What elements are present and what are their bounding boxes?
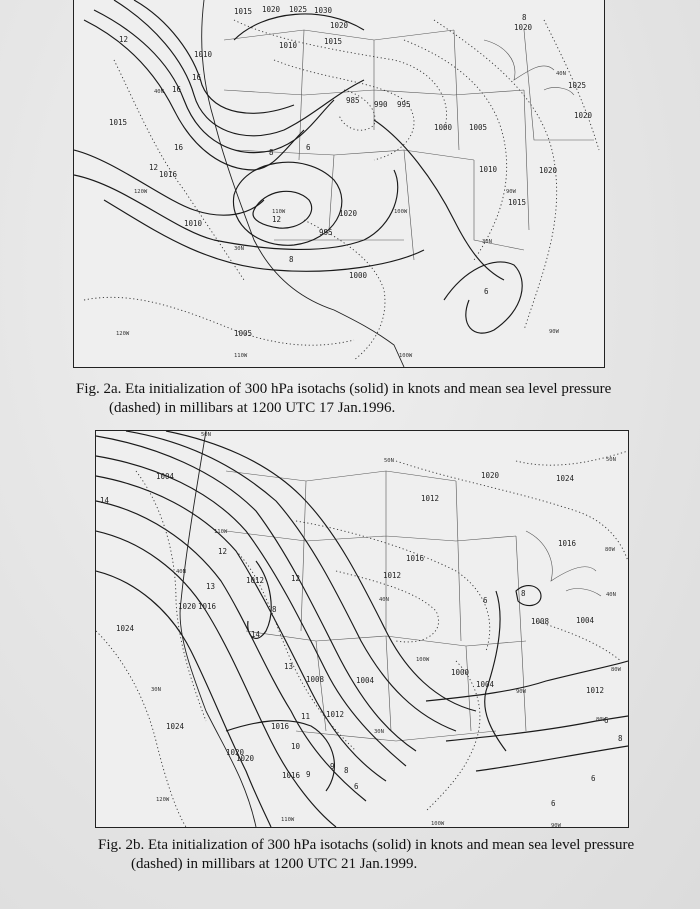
state-boundaries (224, 30, 594, 260)
isotach-line (94, 10, 334, 153)
isotach-line (96, 456, 406, 766)
isotach-label: 8 (618, 734, 623, 743)
lat-lon-label: 100W (399, 353, 413, 359)
figure-2a-caption-line1: Fig. 2a. Eta initialization of 300 hPa isotachs (solid) in knots and mean sea level pressure (76, 381, 612, 397)
pressure-label: 1015 (508, 198, 527, 207)
lat-lon-label: 30N (374, 729, 384, 735)
isotach-line (96, 476, 386, 781)
pressure-label: 1015 (109, 118, 128, 127)
lat-lon-label: 80W (596, 717, 606, 723)
lat-lon-label: 40N (379, 597, 389, 603)
pressure-label: 1010 (279, 41, 298, 50)
pressure-label: 1024 (166, 722, 185, 731)
pressure-label: 1020 (236, 754, 255, 763)
lat-lon-label: 40N (176, 569, 186, 575)
pressure-label: 1004 (156, 472, 175, 481)
isotach-label: 6 (306, 143, 311, 152)
isotach-label: 16 (174, 143, 184, 152)
pressure-label: 1020 (514, 23, 533, 32)
isotach-line (485, 591, 506, 751)
pressure-label: 995 (319, 228, 333, 237)
pressure-label: 985 (346, 96, 360, 105)
pressure-label: 1015 (324, 37, 343, 46)
isotach-line (134, 0, 294, 113)
pressure-label: 1005 (469, 123, 488, 132)
pressure-label: 990 (374, 100, 388, 109)
pressure-label: 1015 (234, 7, 253, 16)
isobar-line (84, 297, 354, 345)
isotach-label: 8 (521, 589, 526, 598)
isotach-label: 9 (306, 770, 311, 779)
pressure-label: 1020 (262, 5, 281, 14)
pressure-label: 1010 (184, 219, 203, 228)
isotach-line (374, 120, 504, 280)
lat-lon-label: 40N (556, 71, 566, 77)
pressure-label: 1010 (479, 165, 498, 174)
pressure-label: 1016 (558, 539, 577, 548)
isotach-label: 6 (551, 799, 556, 808)
isotach-line (74, 150, 264, 215)
isobar-line (304, 220, 385, 360)
pressure-label: 1016 (282, 771, 301, 780)
pressure-label: 1012 (421, 494, 440, 503)
figure-2b-caption-line1: Fig. 2b. Eta initialization of 300 hPa isotachs (solid) in knots and mean sea level pressure (98, 837, 635, 853)
lat-lon-label: 80W (611, 667, 621, 673)
lat-lon-label: 90W (516, 689, 526, 695)
pressure-label: 1025 (289, 5, 308, 14)
pressure-label: 1025 (568, 81, 587, 90)
lat-lon-label: 100W (394, 209, 408, 215)
lat-lon-label: 120W (134, 189, 148, 195)
pressure-label: 1000 (451, 668, 470, 677)
pressure-label: 1024 (116, 624, 135, 633)
lat-lon-label: 30N (234, 246, 244, 252)
isotach-label: 13 (284, 662, 294, 671)
pressure-label: 1024 (556, 474, 575, 483)
figure-2a-caption-line2: (dashed) in millibars at 1200 UTC 17 Jan.1996. (109, 400, 396, 416)
figure-2b-map (95, 430, 629, 828)
isotach-label: 6 (484, 287, 489, 296)
figure-2b-caption (98, 836, 634, 874)
isobar-line (336, 571, 439, 642)
lat-lon-label: 110W (214, 529, 228, 535)
isotach-label: 16 (172, 85, 182, 94)
pressure-label: 1020 (178, 602, 197, 611)
pressure-label: 1016 (159, 170, 178, 179)
isotach-circle (516, 586, 541, 606)
isotach-label: 6 (604, 716, 609, 725)
pressure-label: 1012 (326, 710, 345, 719)
lat-lon-label: 50N (384, 458, 394, 464)
pressure-labels (109, 5, 593, 338)
lat-lon-label: 40N (606, 592, 616, 598)
pressure-label: 1008 (306, 675, 325, 684)
lat-lon-label: 120W (156, 797, 170, 803)
isotach-label: 12 (291, 574, 301, 583)
pressure-label: 1008 (531, 617, 550, 626)
pressure-label: 1020 (574, 111, 593, 120)
isobar-line (426, 661, 480, 811)
isotach-label: 14 (251, 630, 261, 639)
isotach-label: 8 (289, 255, 294, 264)
pressure-label: 1020 (339, 209, 358, 218)
isotach-label: 6 (591, 774, 596, 783)
figure-2b-caption-line2: (dashed) in millibars at 1200 UTC 21 Jan.1999. (131, 856, 418, 872)
pressure-label: 1010 (194, 50, 213, 59)
pressure-label: 1000 (434, 123, 453, 132)
pressure-label: 1016 (271, 722, 290, 731)
figure-2b-map-svg (96, 431, 628, 827)
pressure-label: 1020 (539, 166, 558, 175)
isotach-label: 8 (272, 605, 277, 614)
lat-lon-labels (151, 432, 622, 827)
pressure-label: 1004 (576, 616, 595, 625)
isotach-label: 8 (269, 148, 274, 157)
lat-lon-label: 90W (549, 329, 559, 335)
pressure-labels (116, 471, 604, 780)
lat-lon-label: 100W (431, 821, 445, 827)
pressure-label: 1030 (314, 6, 333, 15)
isotach-label: 12 (119, 35, 129, 44)
isotach-label: 6 (354, 782, 359, 791)
isotach-line (476, 746, 628, 771)
isobar-line (396, 461, 628, 561)
isotach-label: 8 (344, 766, 349, 775)
lat-lon-label: 50N (201, 432, 211, 438)
isotach-label: 13 (206, 582, 216, 591)
isotach-line (114, 0, 364, 136)
pressure-label: 1004 (356, 676, 375, 685)
figure-2a-map (73, 0, 605, 368)
pressure-label: 1020 (330, 21, 349, 30)
isobar-line (274, 60, 414, 160)
lat-lon-label: 50N (606, 457, 616, 463)
isobar-line (536, 621, 621, 661)
isotach-label: 6 (483, 596, 488, 605)
isotach-label: 11 (301, 712, 311, 721)
lat-lon-label: 120W (116, 331, 130, 337)
isotach-label: 12 (149, 163, 159, 172)
pressure-label: 1012 (586, 686, 605, 695)
pressure-label: 1000 (349, 271, 368, 280)
lat-lon-label: 80W (605, 547, 615, 553)
lat-lon-label: 90W (506, 189, 516, 195)
pressure-label: 1005 (234, 329, 253, 338)
lat-lon-label: 110W (281, 817, 295, 823)
isotach-label: 16 (192, 73, 202, 82)
isotach-label: 9 (330, 762, 335, 771)
pressure-label: 1012 (246, 576, 265, 585)
isotach-label: 10 (291, 742, 301, 751)
isotach-line (248, 561, 271, 638)
isotach-label: 12 (272, 215, 282, 224)
figure-2a-caption (76, 380, 611, 418)
pressure-label: 1012 (383, 571, 402, 580)
isotach-label: 12 (218, 547, 228, 556)
isobar-line (404, 40, 507, 260)
isotach-label: 8 (522, 13, 527, 22)
pressure-label: 1020 (226, 748, 245, 757)
pressure-label: 1016 (198, 602, 217, 611)
pressure-label: 1016 (406, 554, 425, 563)
figure-2a-map-svg (74, 0, 604, 367)
lat-lon-label: 30N (482, 239, 492, 245)
lat-lon-label: 100W (416, 657, 430, 663)
lat-lon-label: 110W (234, 353, 248, 359)
lat-lon-label: 110W (272, 209, 286, 215)
isotach-label: 14 (100, 496, 110, 505)
lat-lon-label: 40N (154, 89, 164, 95)
pressure-label: 1004 (476, 680, 495, 689)
lat-lon-label: 30N (151, 687, 161, 693)
lat-lon-label: 90W (551, 823, 561, 827)
isotach-line (426, 661, 628, 701)
isotach-line (444, 262, 522, 333)
isotach-line (104, 200, 424, 271)
pressure-label: 995 (397, 100, 411, 109)
pressure-label: 1020 (481, 471, 500, 480)
